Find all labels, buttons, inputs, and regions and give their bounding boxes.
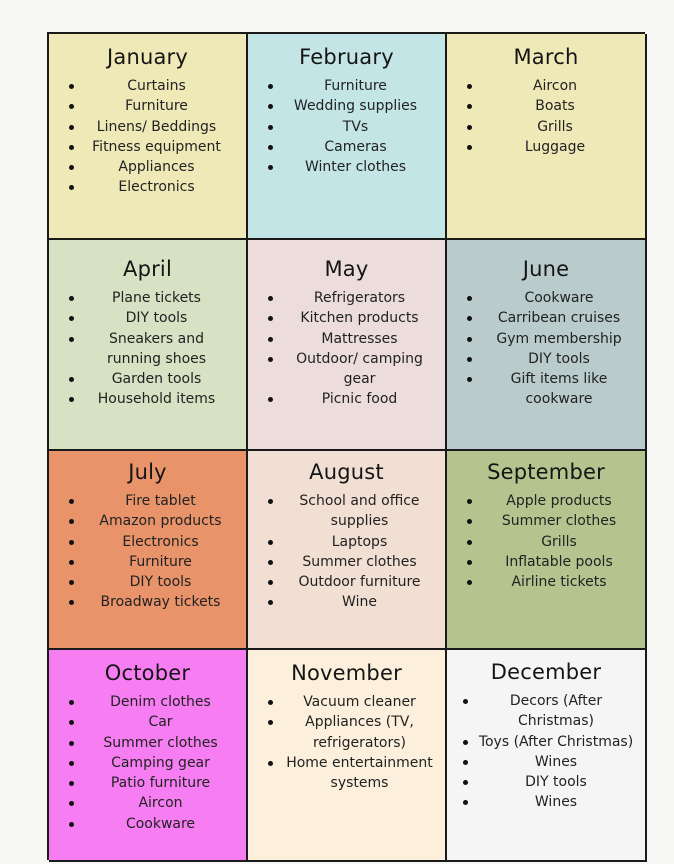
list-item: Fire tablet bbox=[59, 491, 238, 511]
month-cell-july bbox=[49, 451, 248, 650]
list-item: Vacuum cleaner bbox=[258, 692, 437, 712]
item-list bbox=[256, 288, 437, 410]
list-item: Cookware bbox=[59, 814, 238, 834]
month-title: June bbox=[522, 257, 570, 281]
list-item: Picnic food bbox=[258, 389, 437, 409]
list-item: Broadway tickets bbox=[59, 592, 238, 612]
list-item: Car bbox=[59, 712, 238, 732]
item-list bbox=[455, 691, 637, 813]
month-title: February bbox=[299, 45, 394, 69]
list-item: Mattresses bbox=[258, 329, 437, 349]
list-item: Furniture bbox=[258, 76, 437, 96]
list-item: Outdoor furniture bbox=[258, 572, 437, 592]
month-title: August bbox=[309, 460, 384, 484]
list-item: Decors (After Christmas) bbox=[457, 691, 637, 732]
list-item: Summer clothes bbox=[258, 552, 437, 572]
list-item: Airline tickets bbox=[457, 572, 637, 592]
list-item: Laptops bbox=[258, 532, 437, 552]
list-item: Aircon bbox=[457, 76, 637, 96]
list-item: Plane tickets bbox=[59, 288, 238, 308]
list-item: TVs bbox=[258, 117, 437, 137]
list-item: DIY tools bbox=[457, 349, 637, 369]
list-item: Gift items like cookware bbox=[457, 369, 637, 410]
list-item: Camping gear bbox=[59, 753, 238, 773]
list-item: Winter clothes bbox=[258, 157, 437, 177]
list-item: Aircon bbox=[59, 793, 238, 813]
list-item: Outdoor/ camping gear bbox=[258, 349, 437, 390]
list-item: Furniture bbox=[59, 96, 238, 116]
month-cell-december bbox=[447, 650, 647, 862]
month-cell-may bbox=[248, 240, 447, 451]
list-item: Summer clothes bbox=[457, 511, 637, 531]
item-list bbox=[455, 491, 637, 592]
item-list bbox=[256, 76, 437, 177]
list-item: Home entertainment systems bbox=[258, 753, 437, 794]
month-cell-april bbox=[49, 240, 248, 451]
item-list bbox=[57, 76, 238, 198]
list-item: DIY tools bbox=[59, 572, 238, 592]
list-item: Wines bbox=[457, 792, 637, 812]
list-item: Furniture bbox=[59, 552, 238, 572]
month-title: September bbox=[487, 460, 605, 484]
month-title: May bbox=[324, 257, 369, 281]
month-title: January bbox=[106, 45, 188, 69]
list-item: Summer clothes bbox=[59, 733, 238, 753]
month-title: July bbox=[128, 460, 167, 484]
list-item: Curtains bbox=[59, 76, 238, 96]
month-title: March bbox=[513, 45, 579, 69]
list-item: Appliances bbox=[59, 157, 238, 177]
list-item: Electronics bbox=[59, 177, 238, 197]
month-cell-august bbox=[248, 451, 447, 650]
month-cell-june bbox=[447, 240, 647, 451]
month-cell-september bbox=[447, 451, 647, 650]
item-list bbox=[57, 288, 238, 410]
list-item: Toys (After Christmas) bbox=[457, 732, 637, 752]
list-item: Boats bbox=[457, 96, 637, 116]
list-item: DIY tools bbox=[59, 308, 238, 328]
list-item: Wedding supplies bbox=[258, 96, 437, 116]
month-title: April bbox=[123, 257, 172, 281]
list-item: Refrigerators bbox=[258, 288, 437, 308]
list-item: Gym membership bbox=[457, 329, 637, 349]
item-list bbox=[57, 692, 238, 834]
item-list bbox=[256, 692, 437, 793]
list-item: Linens/ Beddings bbox=[59, 117, 238, 137]
list-item: Inflatable pools bbox=[457, 552, 637, 572]
list-item: Sneakers and running shoes bbox=[59, 329, 238, 370]
month-cell-february bbox=[248, 34, 447, 240]
list-item: Grills bbox=[457, 117, 637, 137]
month-title: October bbox=[104, 661, 191, 685]
item-list bbox=[455, 76, 637, 157]
list-item: Wine bbox=[258, 592, 437, 612]
month-title: December bbox=[490, 660, 602, 684]
item-list bbox=[57, 491, 238, 613]
month-cell-january bbox=[49, 34, 248, 240]
list-item: Amazon products bbox=[59, 511, 238, 531]
list-item: Cameras bbox=[258, 137, 437, 157]
month-grid bbox=[47, 32, 645, 860]
list-item: Cookware bbox=[457, 288, 637, 308]
list-item: DIY tools bbox=[457, 772, 637, 792]
list-item: Apple products bbox=[457, 491, 637, 511]
month-cell-october bbox=[49, 650, 248, 862]
list-item: Carribean cruises bbox=[457, 308, 637, 328]
list-item: Wines bbox=[457, 752, 637, 772]
list-item: Fitness equipment bbox=[59, 137, 238, 157]
item-list bbox=[256, 491, 437, 613]
list-item: Appliances (TV, refrigerators) bbox=[258, 712, 437, 753]
list-item: Kitchen products bbox=[258, 308, 437, 328]
list-item: Grills bbox=[457, 532, 637, 552]
month-cell-march bbox=[447, 34, 647, 240]
list-item: School and office supplies bbox=[258, 491, 437, 532]
month-title: November bbox=[291, 661, 402, 685]
item-list bbox=[455, 288, 637, 410]
month-cell-november bbox=[248, 650, 447, 862]
list-item: Denim clothes bbox=[59, 692, 238, 712]
list-item: Patio furniture bbox=[59, 773, 238, 793]
list-item: Garden tools bbox=[59, 369, 238, 389]
list-item: Household items bbox=[59, 389, 238, 409]
list-item: Luggage bbox=[457, 137, 637, 157]
list-item: Electronics bbox=[59, 532, 238, 552]
